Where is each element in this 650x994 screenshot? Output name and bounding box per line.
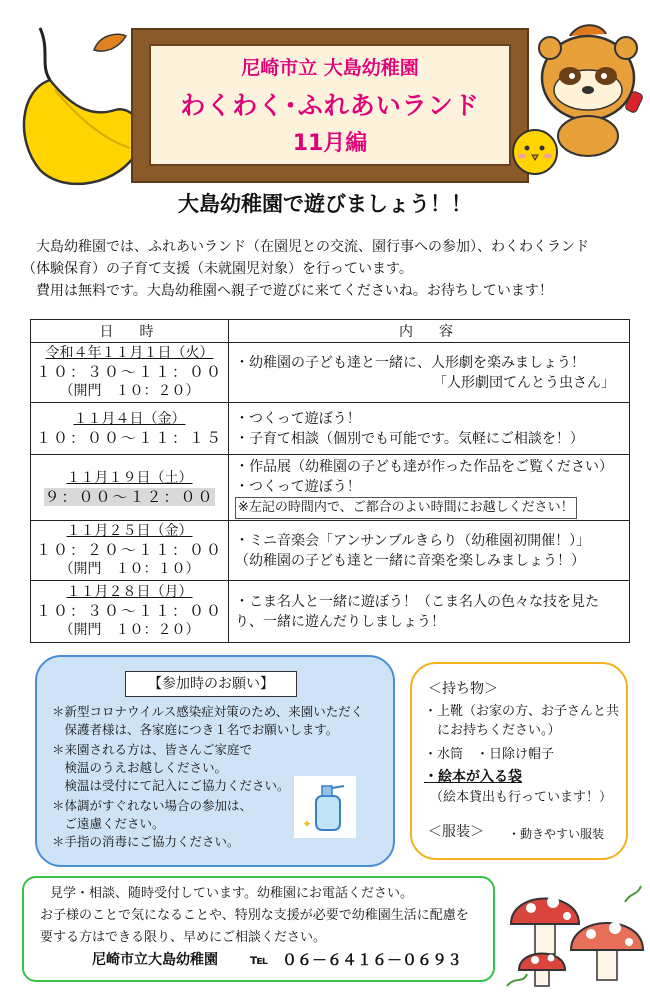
table-row (31, 521, 630, 581)
belongings-line: にお持ちください。） (424, 723, 561, 738)
date-cell (31, 581, 229, 643)
row-content-line: ・幼稚園の子ども達と一緒に、人形劇を楽みましょう！ (235, 354, 585, 371)
row-content-line: ・こま名人と一緒に遊ぼう！（こま名人の色々な技を見た (235, 593, 599, 610)
contact-line: 要する方はできる限り、早めにご相談ください。 (40, 930, 327, 945)
request-line: 保護者様は、各家庭につき１名でお願いします。 (52, 722, 339, 737)
request-line: 検温は受付にて記入にご協力ください。 (52, 778, 290, 793)
sanitizer-bottle-icon (294, 776, 356, 838)
row-time: １０：３０～１１：００ (35, 602, 223, 620)
request-line: 検温のうえお越しください。 (52, 760, 228, 775)
clothing-title: ＜服装＞ (428, 824, 484, 840)
svg-text:✦: ✦ (302, 817, 313, 831)
request-line: ＊新型コロナウイルス感染症対策のため、来園いただく (52, 704, 364, 719)
row-open-time: （開門 １０：２０） (59, 383, 200, 399)
table-row (31, 581, 630, 643)
contact-school-name: 尼崎市立大島幼稚園 (92, 952, 218, 968)
event-title: わくわく･ふれあいランド (180, 91, 480, 120)
row-content-line: ・つくって遊ぼう！ (235, 478, 361, 495)
header-datetime: 日 時 (31, 320, 229, 343)
request-line: ＊体調がすぐれない場合の参加は、 (52, 798, 253, 813)
request-line: ＊来園される方は、皆さんご家庭で (52, 742, 253, 757)
row-content-line: ・つくって遊ぼう！ (235, 410, 361, 427)
row-time: ９：００～１２：００ (44, 487, 215, 506)
content-cell (229, 343, 630, 403)
phone-icon: ℡ (250, 952, 268, 968)
content-cell (229, 455, 630, 521)
belongings-title: ＜持ち物＞ (428, 681, 498, 697)
month-edition: 11月編 (292, 131, 368, 156)
date-cell (31, 455, 229, 521)
row-open-time: （開門 １０：２０） (59, 622, 200, 638)
page-title: 大島幼稚園で遊びましょう！！ (178, 192, 472, 216)
table-row (31, 403, 630, 455)
request-line: ＊手指の消毒にご協力ください。 (52, 834, 240, 849)
schedule-table (30, 319, 630, 643)
autumn-leaf-icon (92, 30, 128, 56)
request-line: ご遠慮ください。 (52, 816, 165, 831)
row-content-line: ・子育て相談（個別でも可能です。気軽にご相談を！） (235, 430, 584, 447)
content-cell (229, 581, 630, 643)
row-content-line: 「人形劇団てんとう虫さん」 (433, 374, 615, 391)
contact-line: お子様のことで気になることや、特別な支援が必要で幼稚園生活に配慮を (40, 908, 469, 923)
belongings-line: ・水筒 ・日除け帽子 (424, 747, 555, 762)
belongings-picture-book-bag: ・絵本が入る袋 (424, 769, 522, 785)
belongings-line: （絵本貸出も行っています！） (430, 790, 613, 805)
contact-line: 見学・相談、随時受付しています。幼稚園にお電話ください。 (50, 886, 413, 901)
date-cell (31, 343, 229, 403)
row-open-time: （開門 １０：１０） (59, 561, 200, 577)
row-date: １１月２５日（金） (66, 523, 193, 539)
ginkgo-leaf-illustration (10, 20, 150, 190)
row-date: １１月４日（金） (73, 410, 186, 427)
table-row (31, 343, 630, 403)
header-content: 内 容 (229, 320, 630, 343)
row-date: １１月１９日（土） (66, 469, 193, 486)
requests-title: 【参加時のお願い】 (125, 671, 297, 697)
intro-line-1: 大島幼稚園では、ふれあいランド（在園児との交流、園行事への参加）、わくわくランド (36, 239, 589, 255)
date-cell (31, 403, 229, 455)
row-content-line: ・ミニ音楽会「アンサンブルきらり（幼稚園初開催！）」 (235, 532, 591, 549)
mushrooms-illustration (505, 862, 645, 990)
row-time: １０：３０～１１：００ (35, 363, 223, 381)
school-name: 尼崎市立 大島幼稚園 (241, 57, 419, 79)
row-date: 令和４年１１月１日（火） (45, 345, 214, 361)
chick-illustration (508, 122, 562, 178)
content-cell (229, 521, 630, 581)
row-content-line: り、一緒に遊んだりしましょう！ (235, 613, 445, 630)
intro-line-3: 費用は無料です。大島幼稚園へ親子で遊びに来てくださいね。お待ちしています！ (36, 283, 553, 299)
row-time: １０：２０～１１：００ (35, 541, 223, 559)
intro-line-2: （体験保育）の子育て支援（未就園児対象）を行っています。 (22, 261, 413, 277)
row-note: ※左記の時間内で、ご都合のよい時間にお越しください！ (235, 497, 577, 519)
row-content-line: （幼稚園の子ども達と一緒に音楽を楽しみましょう！） (235, 552, 585, 569)
content-cell (229, 403, 630, 455)
row-content-line: ・作品展（幼稚園の子ども達が作った作品をご覧ください） (235, 458, 613, 475)
row-time: １０：００～１１：１５ (35, 428, 223, 447)
table-header-row (31, 320, 630, 343)
row-date: １１月２８日（月） (66, 584, 193, 600)
contact-phone-number: ０６－６４１６－０６９３ (282, 951, 463, 969)
date-cell (31, 521, 229, 581)
belongings-line: ・上靴（お家の方、お子さんと共 (424, 704, 620, 719)
table-row (31, 455, 630, 521)
clothing-item: ・動きやすい服装 (508, 827, 605, 841)
